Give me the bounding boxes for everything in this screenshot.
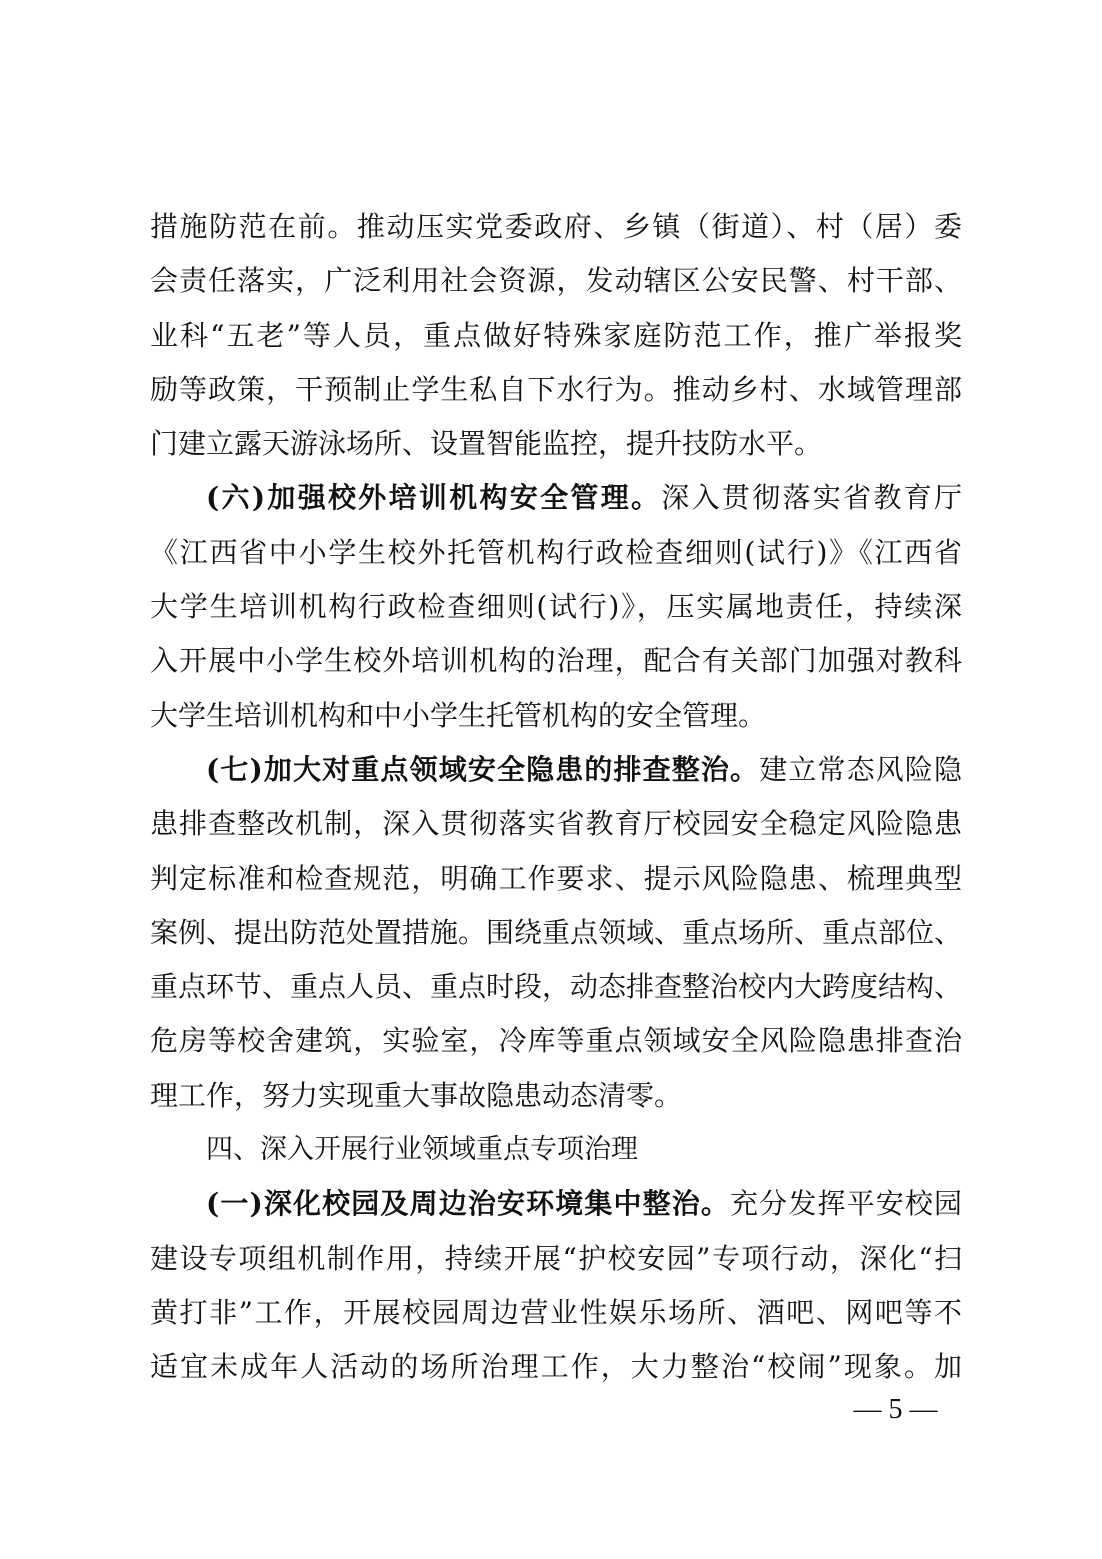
body-line: 黄打非”工作，开展校园周边营业性娱乐场所、酒吧、网吧等不: [150, 1295, 962, 1329]
body-line: 适宜未成年人活动的场所治理工作，大力整治“校闹”现象。加: [150, 1350, 962, 1384]
document-body: [150, 200, 962, 1395]
body-line: 建设专项组机制作用，持续开展“护校安园”专项行动，深化“扫: [150, 1241, 962, 1275]
section-heading: (一)深化校园及周边治安环境集中整治。: [206, 1187, 731, 1221]
body-line: 理工作，努力实现重大事故隐患动态清零。: [150, 1078, 683, 1112]
body-line: 患排查整改机制，深入贯彻落实省教育厅校园安全稳定风险隐患: [150, 807, 962, 841]
body-line: 措施防范在前。推动压实党委政府、乡镇（街道）、村（居）委: [150, 210, 962, 243]
body-line: 《江西省中小学生校外托管机构行政检查细则(试行)》《江西省: [150, 535, 962, 569]
chapter-heading: 四、深入开展行业领域重点专项治理: [206, 1134, 638, 1166]
body-line: 大学生培训机构行政检查细则(试行)》，压实属地责任，持续深: [150, 590, 962, 624]
section-line: (七)加大对重点领域安全隐患的排查整治。建立常态风险隐: [206, 752, 962, 786]
body-line: 业科“五老”等人员，重点做好特殊家庭防范工作，推广举报奖: [150, 318, 962, 352]
body-line: 大学生培训机构和中小学生托管机构的安全管理。: [150, 698, 767, 732]
section-line: (一)深化校园及周边治安环境集中整治。充分发挥平安校园: [206, 1187, 962, 1221]
body-line: 判定标准和检查规范，明确工作要求、提示风险隐患、梳理典型: [150, 861, 962, 895]
body-line: 会责任落实，广泛利用社会资源，发动辖区公安民警、村干部、: [150, 264, 962, 298]
page-number: — 5 —: [853, 1394, 938, 1425]
body-line: 重点环节、重点人员、重点时段，动态排查整治校内大跨度结构、: [150, 970, 962, 1004]
body-line: 励等政策，干预制止学生私自下水行为。推动乡村、水域管理部: [150, 372, 962, 406]
body-line: 门建立露天游泳场所、设置智能监控，提升技防水平。: [150, 427, 823, 461]
section-heading: (六)加强校外培训机构安全管理。: [206, 481, 662, 515]
section-heading: (七)加大对重点领域安全隐患的排查整治。: [206, 752, 760, 786]
body-line: 危房等校舍建筑，实验室，冷库等重点领域安全风险隐患排查治: [150, 1024, 962, 1058]
section-line: (六)加强校外培训机构安全管理。深入贯彻落实省教育厅: [206, 481, 962, 515]
body-line: 入开展中小学生校外培训机构的治理，配合有关部门加强对教科: [150, 644, 962, 678]
body-line: 案例、提出防范处置措施。围绕重点领域、重点场所、重点部位、: [150, 915, 962, 949]
